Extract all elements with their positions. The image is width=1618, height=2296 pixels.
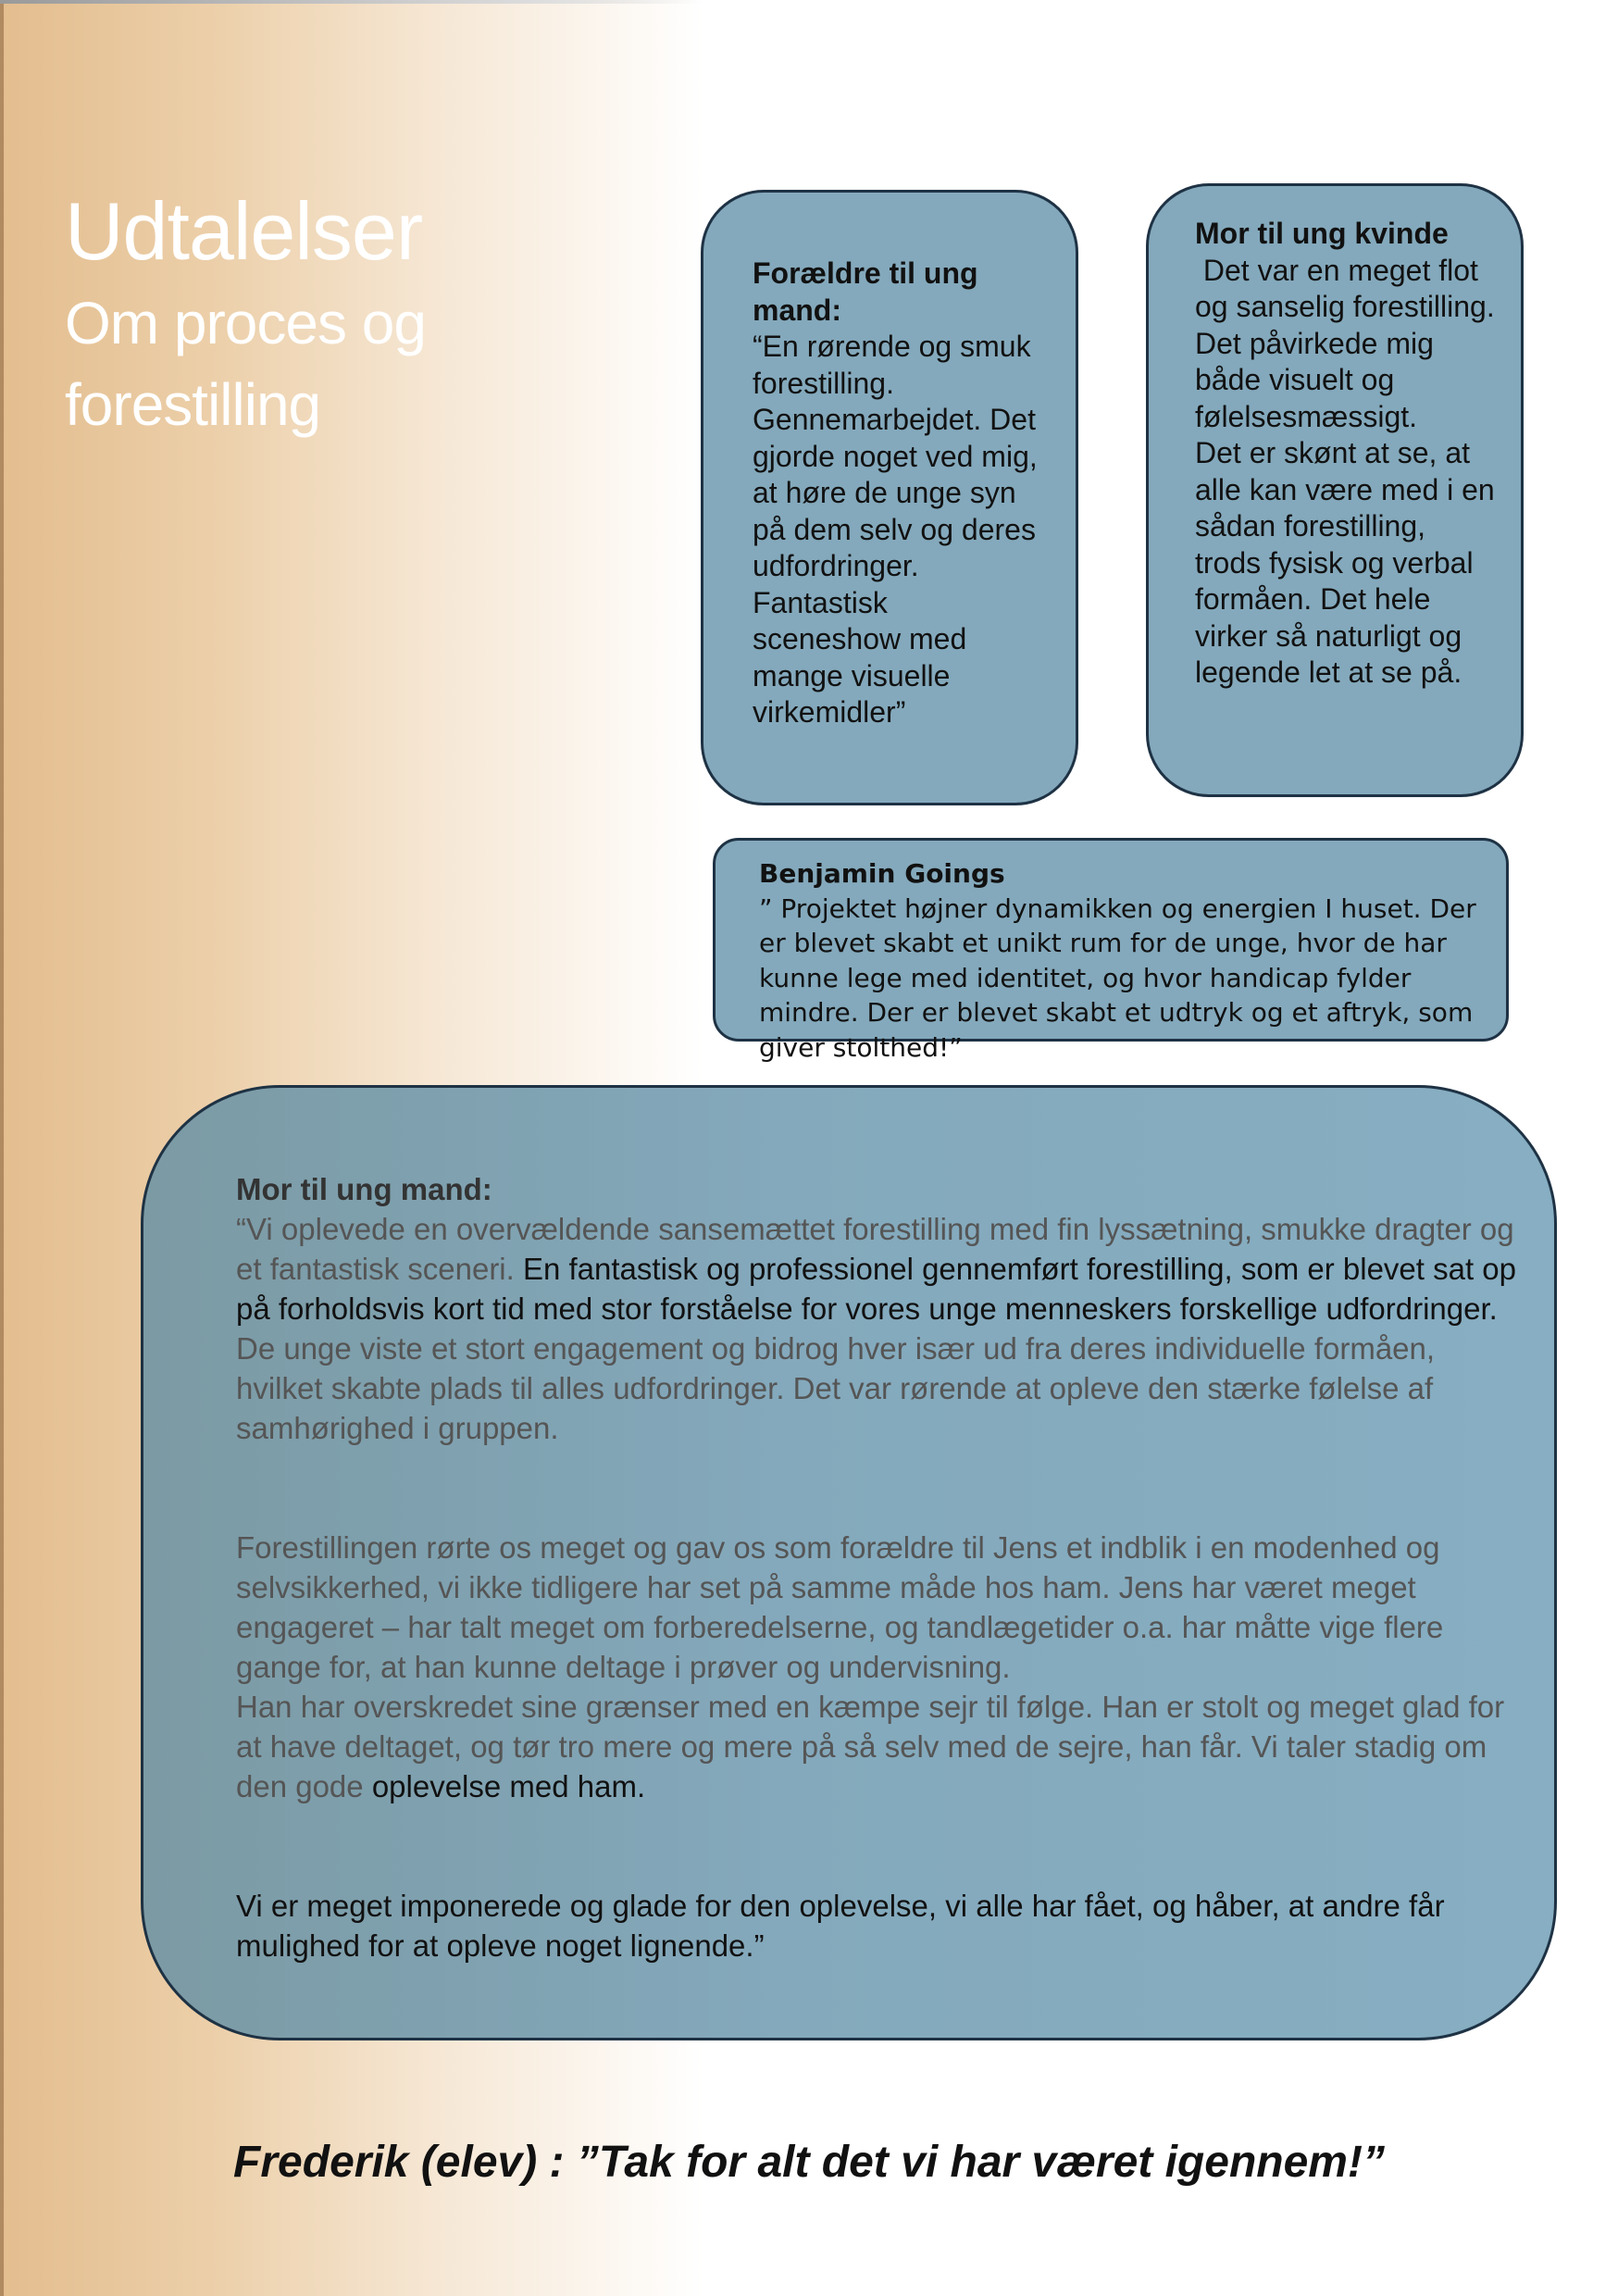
testimonial-text: ” Projektet højner dynamikken og energien I huset. Der er blevet skabt et unikt rum for de unge, hvor de har kunne lege med identitet, og hvor handicap fylder mindre. Der er blevet skabt et udtryk og et aftryk, som giver stolthed!” (759, 892, 1476, 1063)
page-title-block (65, 181, 426, 445)
footer-quote: Frederik (elev) : ”Tak for alt det vi har været igennem!” (233, 2138, 1385, 2187)
page-subtitle-line1: Om proces og (65, 290, 426, 356)
testimonial-card-parents (701, 190, 1078, 805)
left-edge-line (0, 0, 4, 2296)
testimonial-text: “En rørende og smuk forestilling. Gennemarbejdet. Det gjorde noget ved mig, at høre de unge syn på dem selv og deres udfordringer. Fantastisk sceneshow med mange visuelle virkemidler” (753, 330, 1038, 729)
testimonial-paragraph-3 (236, 1687, 1517, 1806)
page-title: Udtalelser (65, 185, 423, 277)
paragraph-spacer (236, 1448, 1517, 1528)
testimonial-heading: Mor til ung kvinde (1195, 217, 1449, 250)
testimonial-text: Det var en meget flot og sanselig forestilling. Det påvirkede mig både visuelt og følelsesmæssigt. (1195, 253, 1503, 433)
testimonial-heading: Mor til ung mand: (236, 1172, 492, 1206)
testimonial-card-benjamin (713, 838, 1509, 1063)
paragraph-spacer (236, 1806, 1517, 1886)
testimonial-card-mother-woman (1146, 183, 1524, 797)
testimonial-paragraph-1 (236, 1209, 1517, 1448)
testimonial-text: Det er skønt at se, at alle kan være med i en sådan forestilling, trods fysisk og verbal formåen. Det hele virker så naturligt og legende let at se på. (1195, 436, 1495, 689)
testimonial-paragraph-2: Forestillingen rørte os meget og gav os som forældre til Jens et indblik i en modenhed og selvsikkerhed, vi ikke tidligere har set på samme måde hos ham. Jens har været meget engageret – har talt meget om forberedelserne, og tandlægetider o.a. har måtte vige flere gange for, at han kunne deltage i prøver og undervisning. (236, 1530, 1444, 1684)
testimonial-text: De unge viste et stort engagement og bidrog hver især ud fra deres individuelle formåen, hvilket skabte plads til alles udfordringer. Det var rørende at opleve den stærke følelse af samhørighed i gruppen. (236, 1331, 1436, 1445)
testimonial-card-mother-man (141, 1085, 1557, 2040)
top-edge-line (0, 0, 703, 4)
testimonial-text-highlight: oplevelse med ham. (371, 1769, 646, 1803)
testimonial-heading: Benjamin Goings (759, 858, 1005, 889)
testimonial-text-highlight: En fantastisk og professionel gennemført forestilling, som er blevet sat op på forholdsvis kort tid med stor forståelse for vores unge menneskers forskellige udfordringer. (236, 1252, 1517, 1326)
testimonial-paragraph-4: Vi er meget imponerede og glade for den oplevelse, vi alle har fået, og håber, at andre får mulighed for at opleve noget lignende.” (236, 1889, 1445, 1963)
testimonial-text: Han har overskredet sine grænser med en kæmpe sejr til følge. Han er stolt og meget glad for at have deltaget, og tør tro mere og mere på så selv med de sejre, han får. Vi taler stadig om den gode (236, 1690, 1505, 1803)
page-subtitle-line2: forestilling (65, 371, 321, 438)
testimonial-text: “Vi oplevede en overvældende sansemættet forestilling med fin lyssætning, smukke dragter og et fantastisk sceneri. (236, 1212, 1514, 1286)
testimonial-heading: Forældre til ung mand: (753, 256, 978, 327)
